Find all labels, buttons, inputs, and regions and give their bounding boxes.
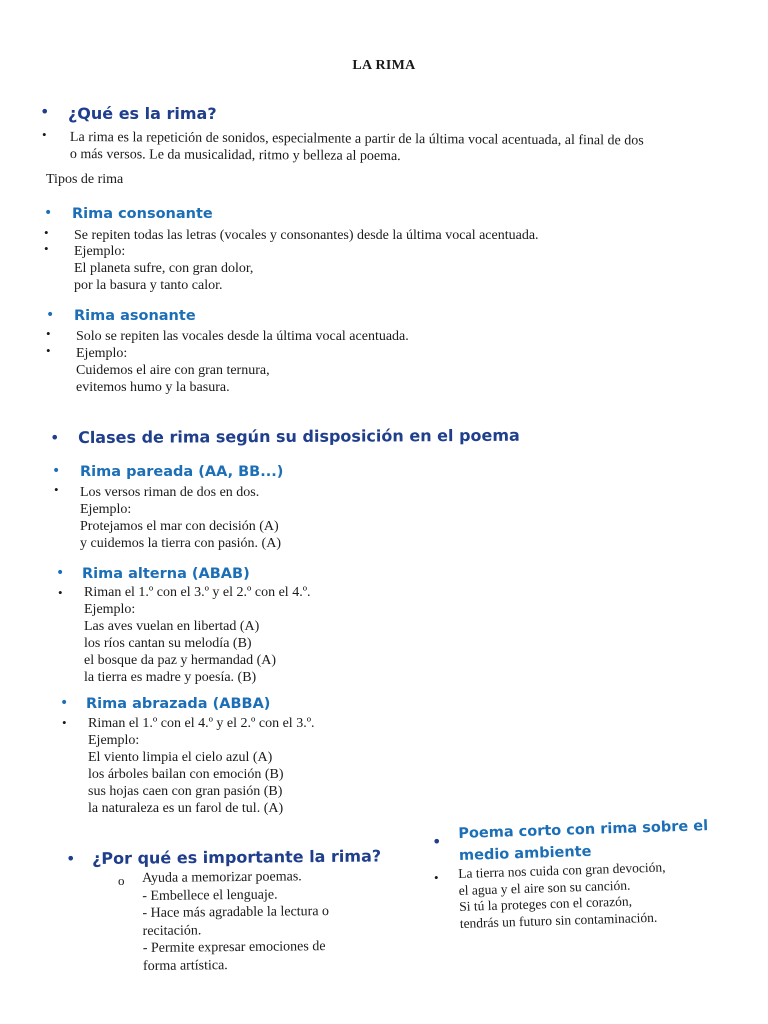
example-label: Ejemplo: [88,733,140,748]
example-line: por la basura y tanto calor. [74,278,223,293]
example-line: Las aves vuelan en libertad (A) [84,619,260,634]
example-line: el bosque da paz y hermandad (A) [84,653,277,668]
example-line: El planeta sufre, con gran dolor, [74,261,254,276]
abrazada-content [88,715,315,817]
section-heading-que-es: ¿Qué es la rima? [68,104,217,123]
example-line: El viento limpia el cielo azul (A) [88,750,273,765]
bullet: • [66,849,76,868]
bullet: • [62,715,67,730]
asonante-point: Solo se repiten las vocales desde la última vocal acentuada. [76,329,409,344]
example-label: Ejemplo: [74,244,126,259]
section-heading-asonante: Rima asonante [74,308,196,324]
bullet: • [58,585,63,600]
bullet: • [46,326,51,341]
poem-line: La tierra nos cuida con gran devoción, [458,859,666,881]
bullet: • [50,428,60,447]
section-heading-alterna: Rima alterna (ABAB) [82,566,250,582]
section-heading-abrazada: Rima abrazada (ABBA) [86,696,271,712]
bullet: • [432,832,442,851]
example-label: Ejemplo: [76,346,128,361]
text-line: forma artística. [142,957,228,974]
example-label: Ejemplo: [80,502,132,517]
example-line: los árboles bailan con emoción (B) [88,767,284,782]
text-line: - Embellece el lenguaje. [142,887,278,904]
sub-bullet: o [118,873,125,888]
pareada-content [80,484,281,552]
bullet: • [46,307,55,323]
heading-line: Poema corto con rima sobre el [458,818,709,842]
text-line: - Permite expresar emociones de [142,939,326,956]
example-line: evitemos humo y la basura. [76,380,230,395]
heading-line: medio ambiente [458,843,592,864]
example-line: los ríos cantan su melodía (B) [84,636,252,651]
poem-line: el agua y el aire son su canción. [458,877,631,898]
example-line: Cuidemos el aire con gran ternura, [76,363,270,378]
text-line: Ayuda a memorizar poemas. [142,869,302,886]
bullet: • [40,102,50,121]
bullet: • [54,482,59,497]
example-line: sus hojas caen con gran pasión (B) [88,784,283,799]
text-line: Los versos riman de dos en dos. [80,485,260,500]
text-line: o más versos. Le da musicalidad, ritmo y belleza al poema. [69,146,401,165]
bullet: • [46,343,51,358]
section-heading-poema [458,815,709,867]
poem-line: tendrás un futuro sin contaminación. [459,909,658,931]
bullet: • [52,463,61,479]
intro-paragraph [70,129,644,167]
text-line: Riman el 1.º con el 3.º y el 2.º con el 4.º. [84,585,311,600]
example-line: la tierra es madre y poesía. (B) [84,670,257,685]
text-line: recitación. [142,922,202,939]
poem-line: Si tú la proteges con el corazón, [459,893,633,914]
example-line: Protejamos el mar con decisión (A) [80,519,279,534]
section-heading-importancia: ¿Por qué es importante la rima? [92,846,382,868]
bullet: • [44,225,49,240]
bullet: • [44,205,53,221]
bullet: • [44,241,49,256]
example-line: y cuidemos la tierra con pasión. (A) [80,536,281,551]
consonante-point: Se repiten todas las letras (vocales y consonantes) desde la última vocal acentuada. [74,228,539,243]
section-heading-pareada: Rima pareada (AA, BB...) [80,464,284,480]
example-label: Ejemplo: [84,602,136,617]
asonante-example [76,345,270,396]
bullet: • [42,127,47,142]
text-line: Riman el 1.º con el 4.º y el 2.º con el 3.º. [88,716,315,731]
poema-content [458,859,667,931]
example-line: la naturaleza es un farol de tul. (A) [88,801,284,816]
text-line: La rima es la repetición de sonidos, especialmente a partir de la última vocal acentuada, al final de dos [69,129,644,149]
text-line: - Hace más agradable la lectura o [142,904,330,921]
page-title: LA RIMA [352,58,416,73]
section-heading-clases: Clases de rima según su disposición en el poema [78,425,520,447]
consonante-example [74,243,253,294]
alterna-content [84,584,311,686]
bullet: • [56,565,65,581]
bullet: • [60,695,69,711]
section-heading-consonante: Rima consonante [72,206,213,222]
tipos-label: Tipos de rima [46,172,124,187]
bullet: • [434,870,439,885]
importancia-content [142,868,330,975]
